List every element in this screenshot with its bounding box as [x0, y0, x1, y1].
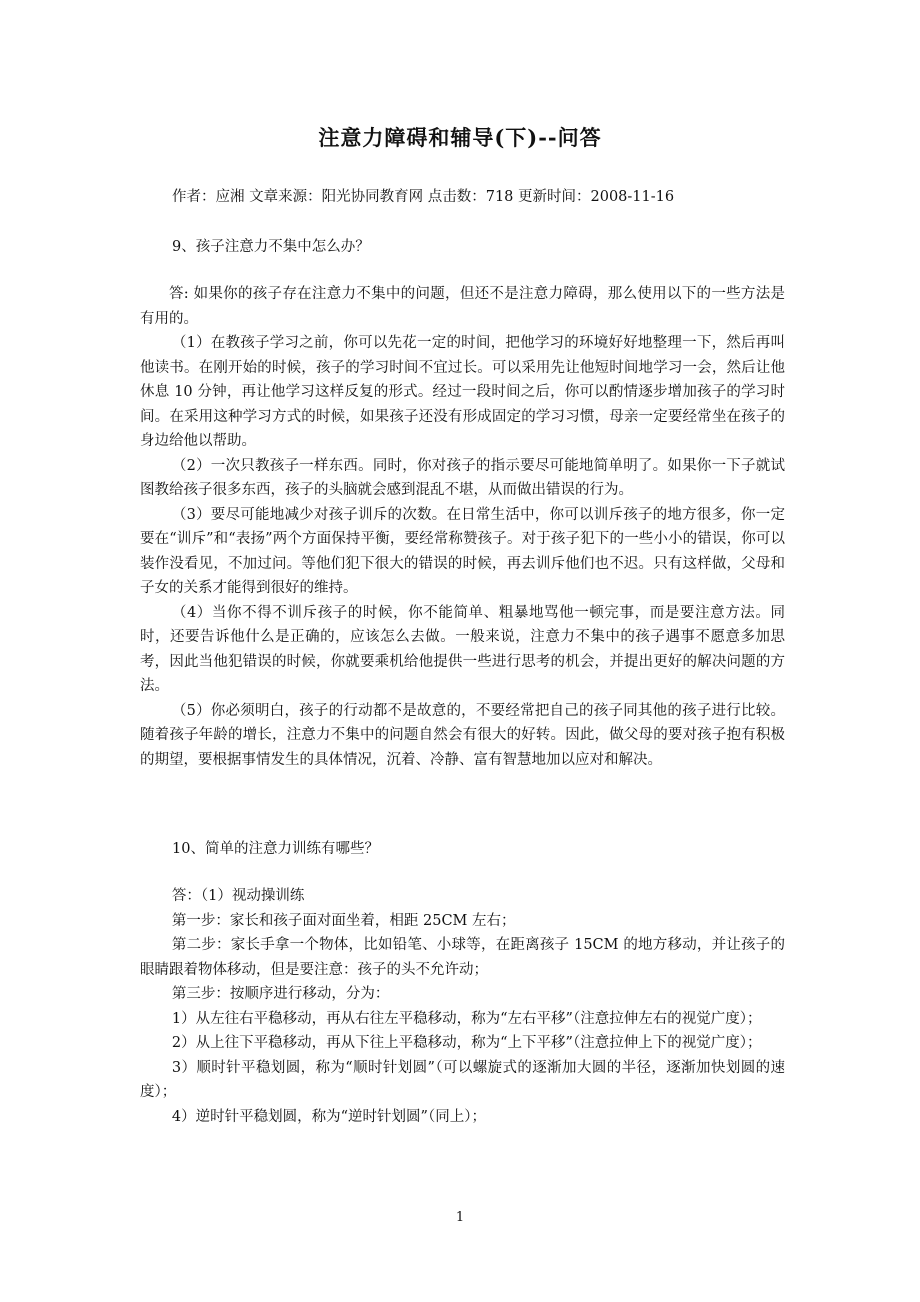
- answer-line: 第一步：家长和孩子面对面坐着，相距 25CM 左右；: [171, 912, 516, 929]
- page-number: 1: [455, 1210, 465, 1225]
- answer-paragraph-1: （1）在教孩子学习之前，你可以先花一定的时间，把他学习的环境好好地整理一下，然后再叫他读书。在刚开始的时候，孩子的学习时间不宜过长。可以采用先让他短时间地学习一会，然后让他休息 10 分钟，再让他学习这样反复的形式。经过一段时间之后，你可以酌情逐步增加孩子的学习时间。在采用这种学习方式的时候，如果孩子还没有形成固定的学习习惯，母亲一定要经常坐在孩子的身边给他以帮助。: [140, 335, 785, 449]
- article-meta: 作者：应湘 文章来源：阳光协同教育网 点击数：718 更新时间：2008-11-16: [172, 189, 675, 205]
- answer-paragraph-2: （2）一次只教孩子一样东西。同时，你对孩子的指示要尽可能地简单明了。如果你一下子就试图教给孩子很多东西，孩子的头脑就会感到混乱不堪，从而做出错误的行为。: [140, 457, 785, 498]
- answer-paragraph-4: （4）当你不得不训斥孩子的时候，你不能简单、粗暴地骂他一顿完事，而是要注意方法。同时，还要告诉他什么是正确的，应该怎么去做。一般来说，注意力不集中的孩子遇事不愿意多加思考，因此当他犯错误的时候，你就要乘机给他提供一些进行思考的机会，并提出更好的解决问题的方法。: [140, 604, 785, 694]
- answer-paragraph-5: （5）你必须明白，孩子的行动都不是故意的，不要经常把自己的孩子同其他的孩子进行比较。随着孩子年龄的增长，注意力不集中的问题自然会有很大的好转。因此，做父母的要对孩子抱有积极的期望，要根据事情发生的具体情况，沉着、冷静、富有智慧地加以应对和解决。: [140, 702, 785, 768]
- answer-line: 4）逆时针平稳划圆，称为“逆时针划圆”（同上）；: [171, 1108, 486, 1125]
- answer-line: 第二步：家长手拿一个物体，比如铅笔、小球等，在距离孩子 15CM 的地方移动，并让孩子的眼睛跟着物体移动，但是要注意：孩子的头不允许动；: [140, 937, 785, 978]
- answer-line: 1）从左往右平稳移动，再从右往左平稳移动，称为“左右平移”（注意拉伸左右的视觉广度）；: [171, 1010, 762, 1027]
- answer-intro-paragraph: 答: 如果你的孩子存在注意力不集中的问题，但还不是注意力障碍，那么使用以下的一些方法是有用的。: [140, 286, 785, 327]
- question-10-heading: 10、简单的注意力训练有哪些？: [172, 841, 379, 857]
- question-9-heading: 9、孩子注意力不集中怎么办？: [172, 239, 370, 255]
- question-9-answer: [140, 282, 785, 772]
- page-title: 注意力障碍和辅导(下)--问答: [318, 125, 602, 150]
- question-10-answer: [140, 884, 785, 1129]
- answer-line: 3）顺时针平稳划圆，称为“顺时针划圆”（可以螺旋式的逐渐加大圆的半径，逐渐加快划圆的速度）；: [140, 1059, 785, 1100]
- answer-line: 答：（1）视动操训练: [171, 888, 305, 904]
- answer-line: 2）从上往下平稳移动，再从下往上平稳移动，称为“上下平移”（注意拉伸上下的视觉广度）；: [171, 1035, 762, 1051]
- answer-line: 第三步：按顺序进行移动，分为：: [171, 986, 390, 1002]
- answer-paragraph-3: （3）要尽可能地减少对孩子训斥的次数。在日常生活中，你可以训斥孩子的地方很多，你一定要在“训斥”和“表扬”两个方面保持平衡，要经常称赞孩子。对于孩子犯下的一些小小的错误，你可以装作没看见，不加过问。等他们犯下很大的错误的时候，再去训斥他们也不迟。只有这样做，父母和子女的关系才能得到很好的维持。: [140, 506, 785, 596]
